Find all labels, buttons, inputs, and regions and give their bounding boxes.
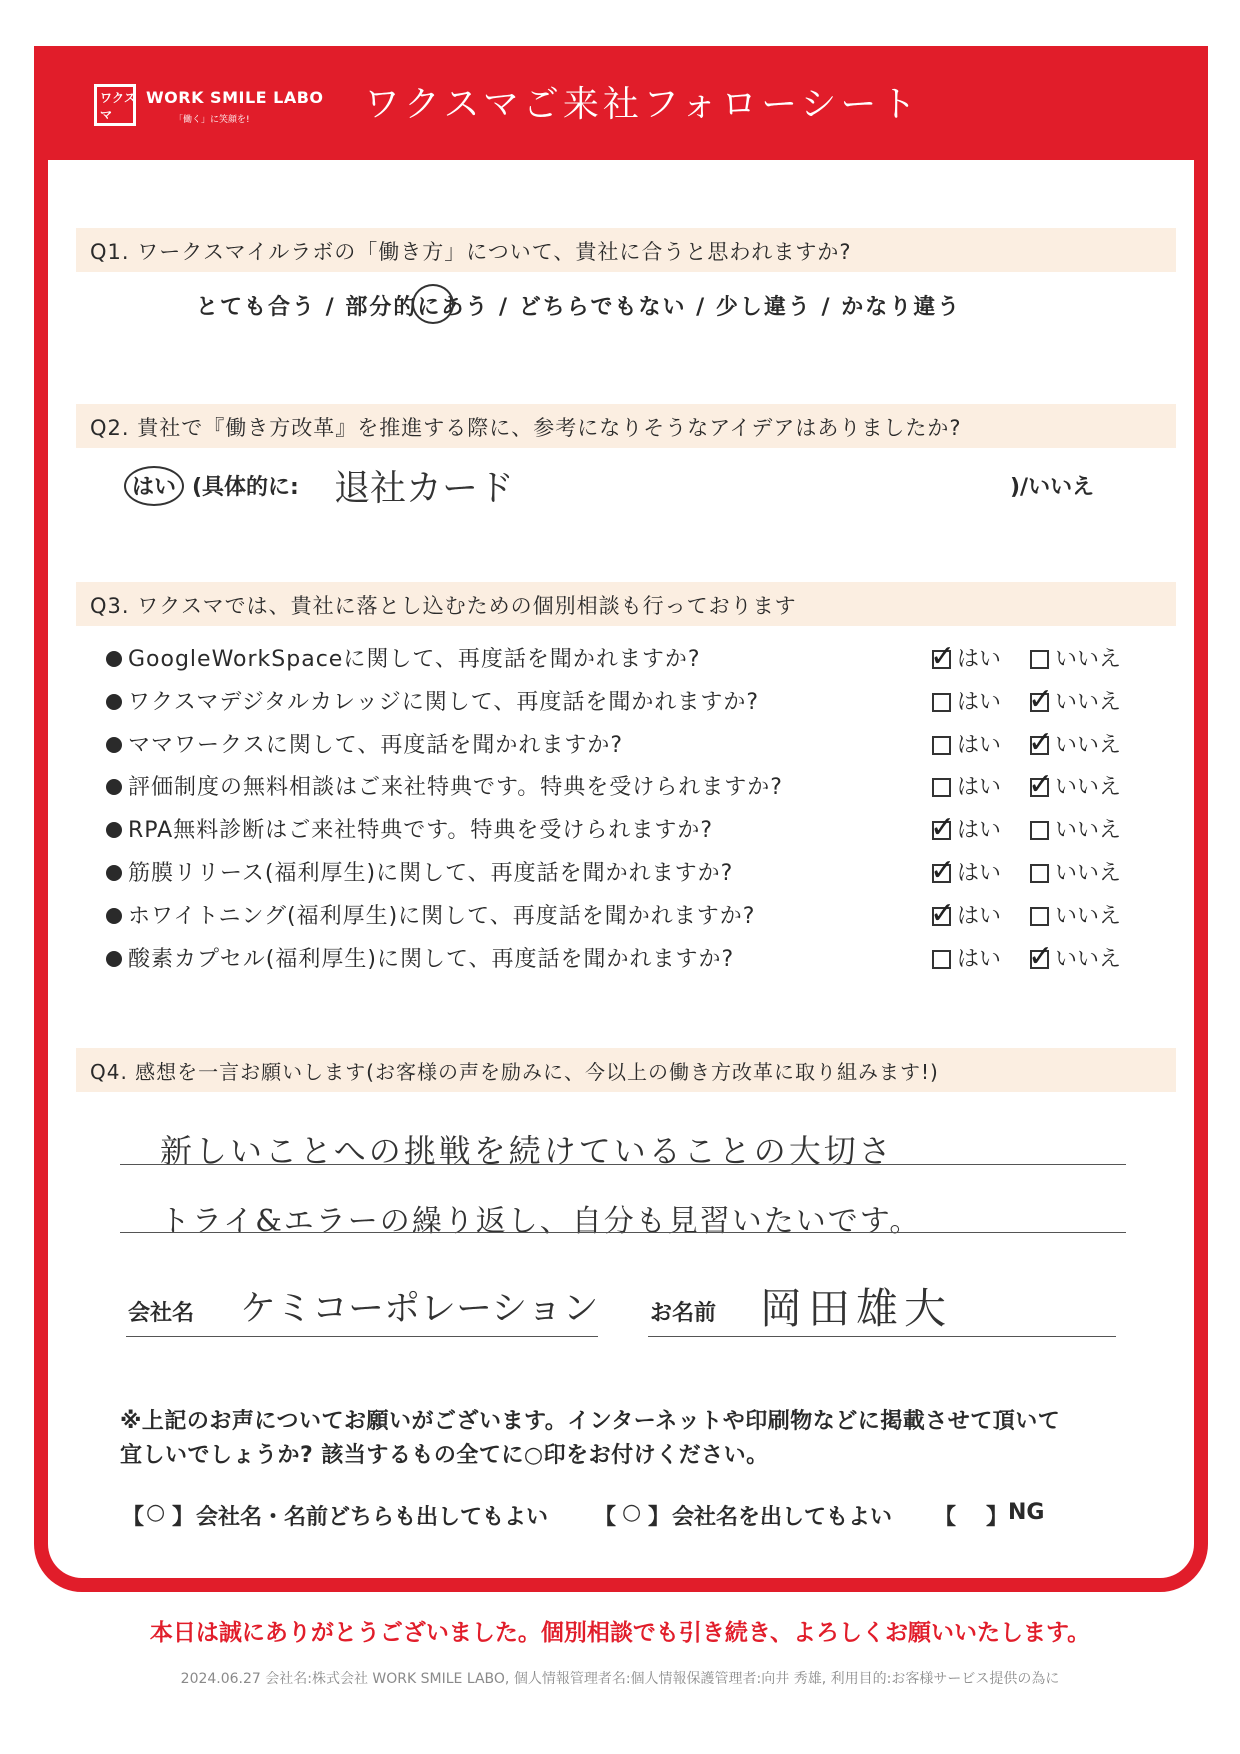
bullet-icon [106,951,122,967]
check-icon: ✓ [930,895,956,931]
q3-no-option[interactable] [1028,724,1122,760]
q3-question: Q3. ワクスマでは、貴社に落とし込むための個別相談も行っております [90,594,797,618]
yes-label: はい [957,946,1002,972]
check-icon: ✓ [1028,681,1054,717]
company-label: 会社名 [128,1301,195,1326]
checkbox-no[interactable] [1030,864,1049,883]
q3-yes-option[interactable] [932,770,1001,801]
q3-no-option[interactable] [1030,813,1121,844]
q3-question-label: ママワークスに関して、再度話を聞かれますか? [128,732,624,758]
q1-selection-circle [412,284,454,324]
consent-opt1-open: 【 [122,1505,145,1530]
checkbox-yes[interactable] [932,778,951,797]
no-label: いいえ [1055,647,1122,672]
q3-yes-option[interactable] [932,942,1001,973]
checkbox-no[interactable] [1028,681,1054,717]
no-label: いいえ [1055,775,1122,801]
consent-opt3-open: 【 [934,1505,957,1530]
thank-you-message: 本日は誠にありがとうございました。個別相談でも引き続き、よろしくお願いいたします。 [149,1620,1091,1646]
q3-no-option[interactable] [1030,899,1121,930]
checkbox-no[interactable] [1030,907,1049,926]
checkbox-yes[interactable] [932,950,951,969]
consent-opt3-close: 】 [986,1505,1009,1530]
bullet-icon [106,694,122,710]
check-icon: ✓ [1028,767,1054,803]
notice-line1: ※上記のお声についてお願いがございます。インターネットや印刷物などに掲載させて頂いて [120,1409,1061,1434]
checkbox-yes[interactable] [932,736,951,755]
q3-question-text [106,856,733,887]
no-label: いいえ [1055,946,1122,972]
consent-opt3: NG [1008,1500,1045,1525]
q1-options: とても合う / 部分的にあう / どちらでもない / 少し違う / かなり違う [196,295,962,320]
logo-tagline: 「働く」に笑顔を! [174,115,250,125]
checkbox-no[interactable] [1028,724,1054,760]
q3-yes-option[interactable] [930,853,1002,888]
q2-no: )/いいえ [1010,475,1095,500]
yes-label: はい [957,861,1002,886]
q3-yes-option[interactable] [930,895,1002,931]
page-title: ワクスマご来社フォローシート [364,84,921,125]
q3-question-label: 酸素カプセル(福利厚生)に関して、再度話を聞かれますか? [128,946,735,972]
q4-question: Q4. 感想を一言お願いします(お客様の声を励みに、今以上の働き方改革に取り組みます!) [90,1060,939,1084]
q3-question-label: ホワイトニング(福利厚生)に関して、再度話を聞かれますか? [128,903,756,929]
q3-question-text [106,813,713,844]
q3-row [106,638,1136,678]
check-icon: ✓ [930,853,956,888]
logo-mark-text: ワクスマ [100,91,136,122]
q3-question-text [106,728,623,759]
checkbox-no[interactable] [1028,938,1054,974]
q3-row [106,724,1136,764]
q2-detail-label: (具体的に: [192,475,299,500]
yes-label: はい [957,818,1002,844]
checkbox-yes[interactable] [930,853,956,888]
logo-text: WORK SMILE LABO [146,88,324,107]
checkbox-no[interactable] [1030,650,1049,669]
no-label: いいえ [1055,903,1122,929]
q3-no-option[interactable] [1028,767,1122,803]
footer-privacy: 2024.06.27 会社名:株式会社 WORK SMILE LABO, 個人情報管理者名:個人情報保護管理者:向井 秀雄, 利用目的:お客様サービス提供の為に [180,1671,1060,1687]
q3-yes-option[interactable] [932,728,1001,759]
q2-question: Q2. 貴社で『働き方改革』を推進する際に、参考になりそうなアイデアはありましたか? [90,416,962,440]
name-rule [648,1336,1116,1337]
q3-row [106,938,1136,978]
no-label: いいえ [1055,689,1122,715]
checkbox-no[interactable] [1030,821,1049,840]
bullet-icon [106,865,122,881]
q1-bar [76,228,1176,272]
q3-question-label: RPA無料診断はご来社特典です。特典を受けられますか? [128,818,714,844]
q3-question-text [106,899,755,930]
q3-question-text [106,942,734,973]
q3-row [106,766,1136,806]
no-label: いいえ [1055,861,1122,886]
no-label: いいえ [1055,818,1122,844]
q3-no-option[interactable] [1028,681,1122,717]
bullet-icon [106,737,122,753]
q2-detail-answer: 退社カード [334,468,515,509]
q3-bar [76,582,1176,626]
consent-opt1: 会社名・名前どちらも出してもよい [196,1505,549,1530]
q3-no-option[interactable] [1028,938,1122,974]
checkbox-no[interactable] [1028,767,1054,803]
checkbox-yes[interactable] [930,639,956,674]
consent-opt1-close: 】 [172,1505,195,1530]
check-icon: ✓ [930,639,956,674]
check-icon: ✓ [1028,938,1054,974]
bullet-icon [106,651,122,667]
yes-label: はい [957,903,1002,929]
check-icon: ✓ [930,810,956,846]
yes-label: はい [957,732,1002,758]
q2-yes: はい [132,475,177,500]
q3-question-label: GoogleWorkSpaceに関して、再度話を聞かれますか? [128,647,701,672]
q2-bar [76,404,1176,448]
company-value: ケミコーポレーション [240,1288,599,1329]
checkbox-yes[interactable] [932,693,951,712]
q4-rule-2 [120,1232,1126,1233]
q3-no-option[interactable] [1030,642,1121,673]
bullet-icon [106,779,122,795]
company-rule [126,1336,598,1337]
q3-row [106,681,1136,721]
q4-answer-line1: 新しいことへの挑戦を続けていることの大切さ [160,1132,894,1170]
consent-opt2: 会社名を出してもよい [672,1505,893,1530]
consent-opt2-close: 】 [648,1505,671,1530]
q1-question: Q1. ワークスマイルラボの「働き方」について、貴社に合うと思われますか? [90,240,852,264]
q3-row [106,852,1136,892]
notice-line2: 宜しいでしょうか? 該当するもの全てに○印をお付けください。 [120,1443,769,1468]
q3-question-text [106,642,701,673]
q3-question-text [106,770,783,801]
q3-yes-option[interactable] [930,810,1002,846]
q3-question-text [106,685,759,716]
q2-selection-circle [124,466,184,506]
q3-question-label: ワクスマデジタルカレッジに関して、再度話を聞かれますか? [128,689,760,715]
q4-bar [76,1048,1176,1092]
q3-no-option[interactable] [1030,856,1121,887]
checkbox-yes[interactable] [930,810,956,846]
name-value: 岡田雄大 [760,1284,953,1333]
q3-yes-option[interactable] [930,639,1002,674]
check-icon: ✓ [1028,724,1054,760]
q4-answer-line2: トライ&エラーの繰り返し、自分も見習いたいです。 [160,1204,922,1239]
q4-rule-1 [120,1164,1126,1165]
consent-opt1-mark: ○ [146,1500,166,1525]
consent-opt2-open: 【 [594,1505,617,1530]
name-label: お名前 [650,1301,717,1326]
yes-label: はい [957,647,1002,672]
bullet-icon [106,822,122,838]
consent-opt2-mark: ○ [622,1500,642,1525]
q3-row [106,809,1136,849]
yes-label: はい [957,689,1002,715]
no-label: いいえ [1055,732,1122,758]
yes-label: はい [957,775,1002,801]
q3-yes-option[interactable] [932,685,1001,716]
q3-question-label: 評価制度の無料相談はご来社特典です。特典を受けられますか? [128,775,783,801]
checkbox-yes[interactable] [930,895,956,931]
bullet-icon [106,908,122,924]
q3-row [106,895,1136,935]
q3-question-label: 筋膜リリース(福利厚生)に関して、再度話を聞かれますか? [128,861,734,886]
